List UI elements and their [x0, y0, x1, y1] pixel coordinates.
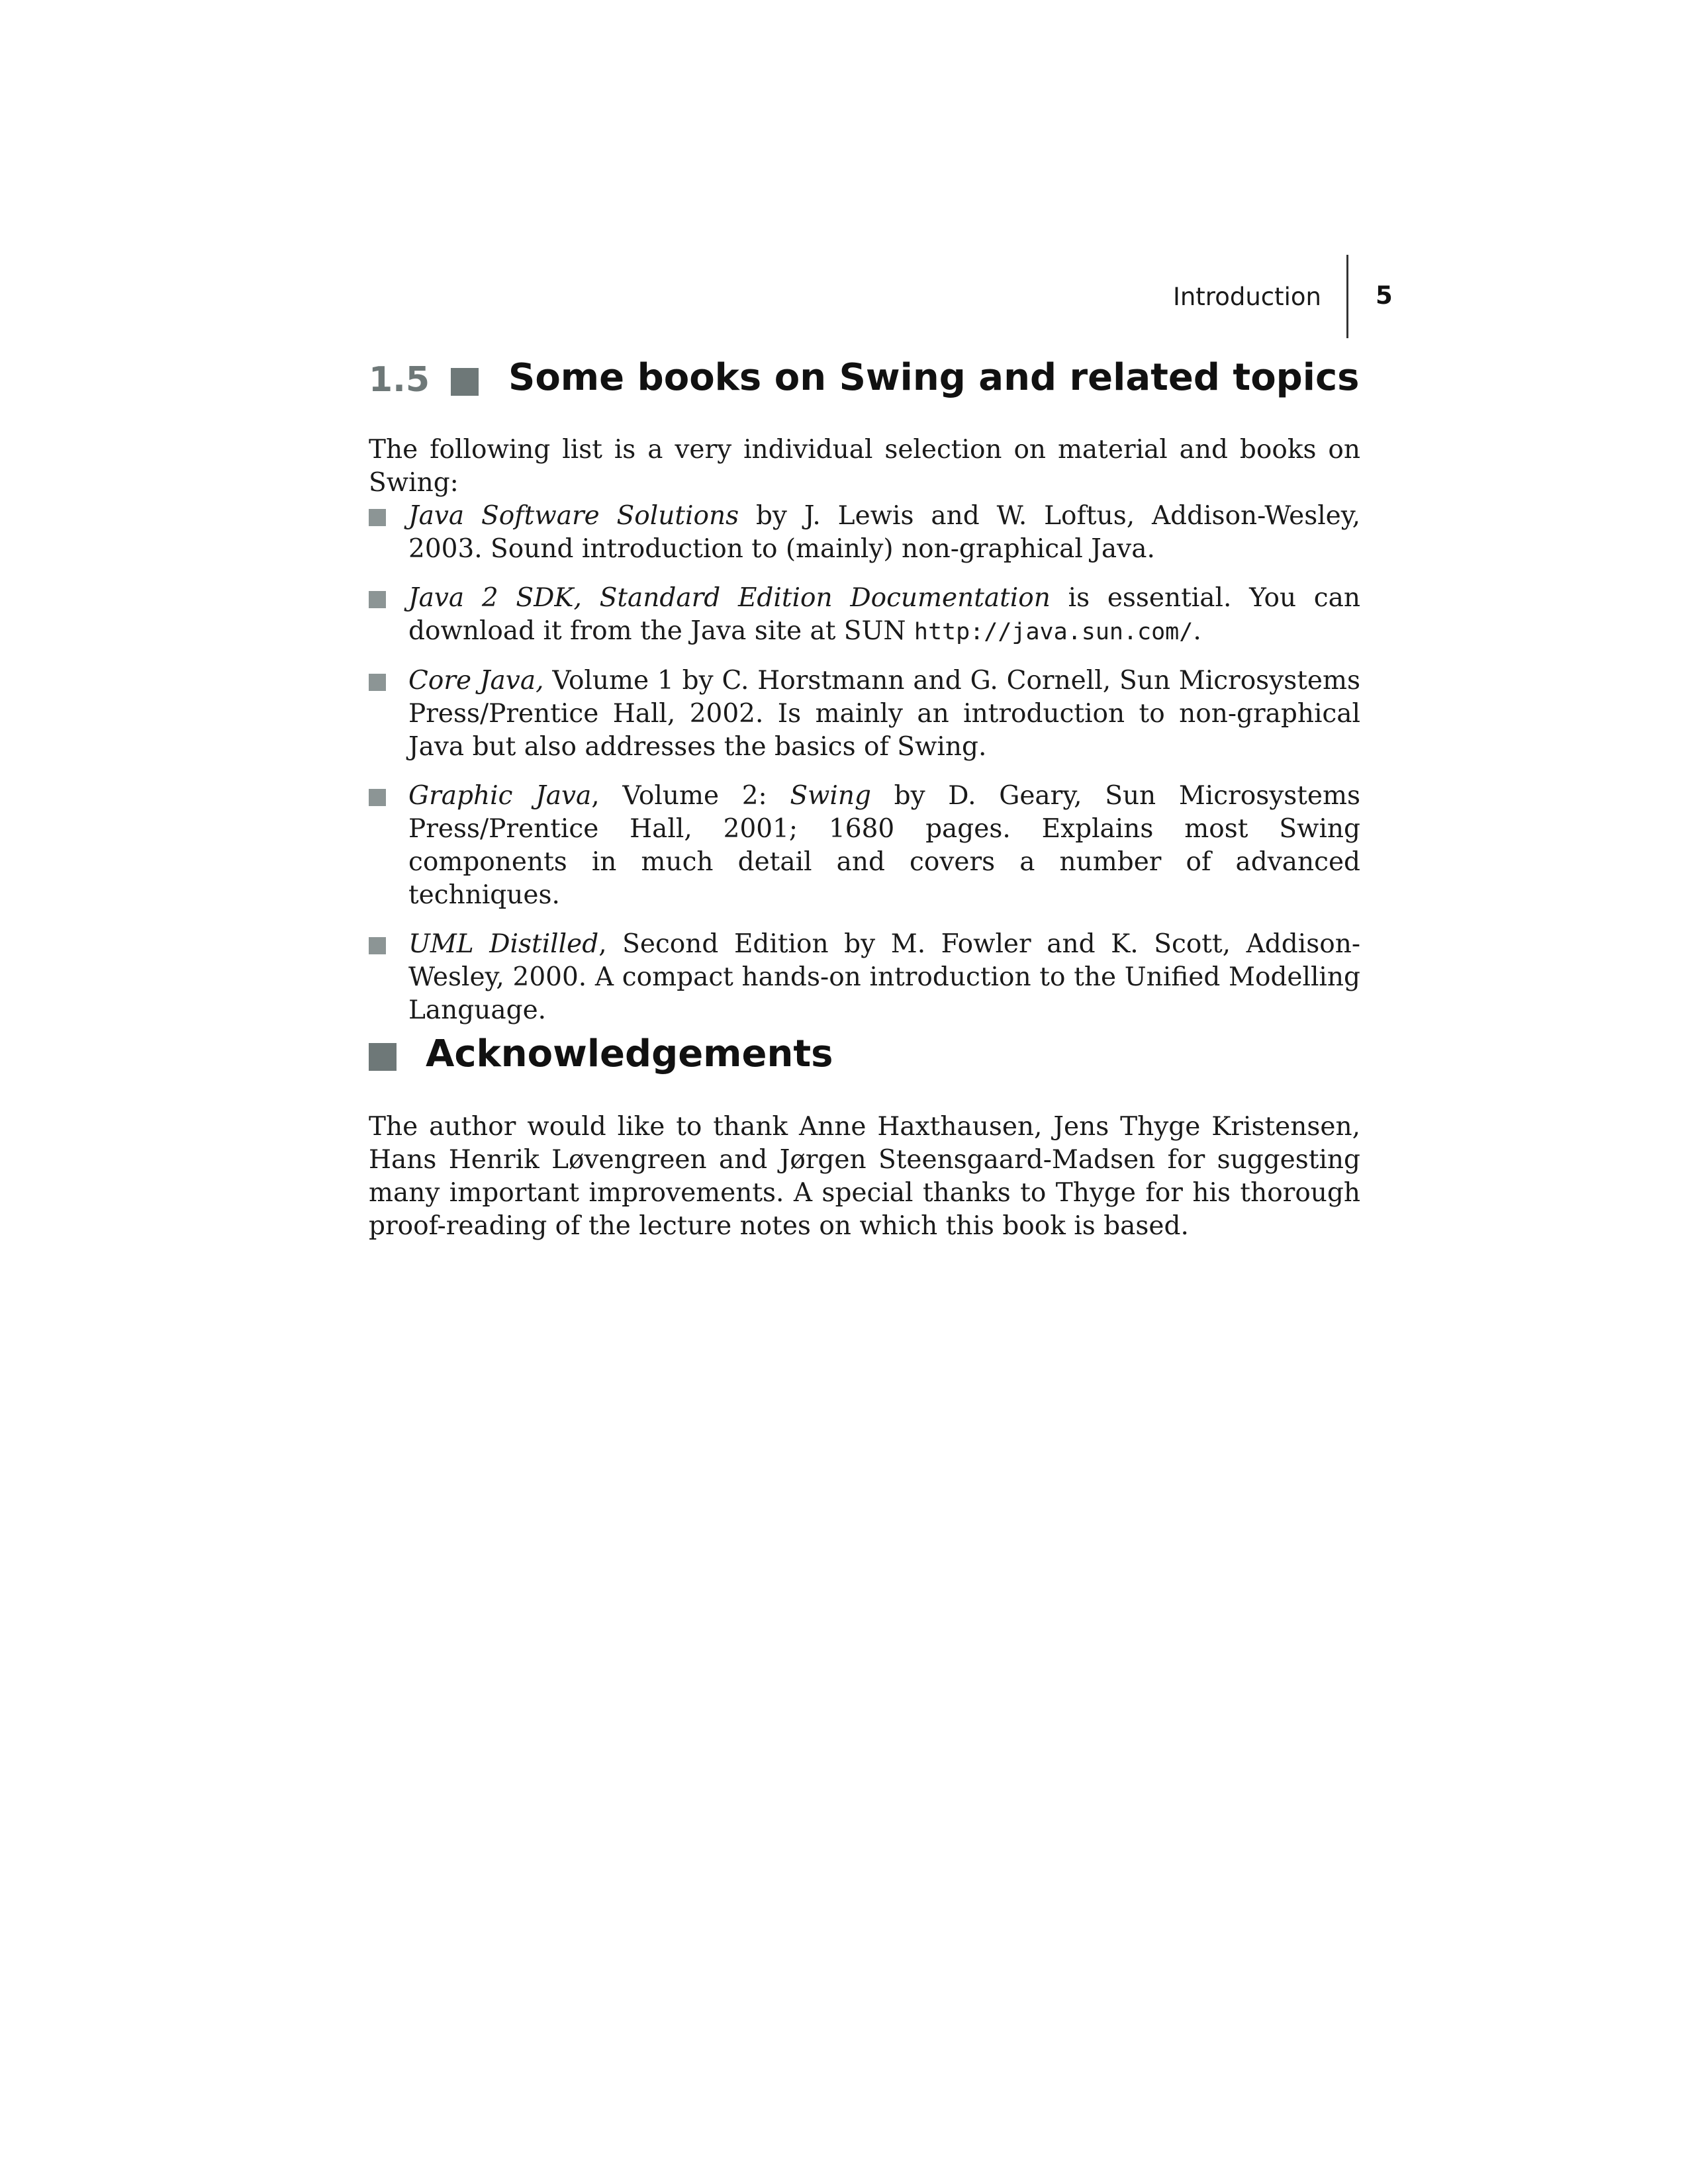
book-description: by D. Geary, Sun Microsystems Press/Prentice Hall, 2001; 1680 pages. Explains most Swing components in much detail and covers a number of advanced techniques. — [408, 781, 1361, 910]
book-list-item — [369, 928, 1360, 1027]
bullet-square-icon — [369, 937, 386, 954]
book-title: Java 2 SDK, Standard Edition Documentation — [408, 583, 1051, 613]
book-url: http://java.sun.com/ — [914, 619, 1194, 645]
book-list-item — [369, 780, 1360, 912]
book-description: by J. Lewis and W. Loftus, Addison-Wesley, 2003. Sound introduction to (mainly) non-graphical Java. — [408, 501, 1361, 564]
book-title: Swing — [790, 781, 871, 811]
book-description: , Second Edition by M. Fowler and K. Scott, Addison-Wesley, 2000. A compact hands-on introduction to the Unified Modelling Language. — [408, 929, 1360, 1025]
running-head-divider — [1346, 255, 1348, 338]
bullet-square-icon — [369, 674, 386, 691]
bullet-square-icon — [369, 591, 386, 608]
book-title: Graphic Java — [408, 781, 592, 811]
acknowledgements-body: The author would like to thank Anne Haxthausen, Jens Thyge Kristensen, Hans Henrik Løvengreen and Jørgen Steensgaard-Madsen for suggesting many important improvements. A special thanks to Thyge for his thorough proof-reading of the lecture notes on which this book is based. — [369, 1112, 1360, 1241]
book-title: Java Software Solutions — [408, 501, 739, 531]
section-title: Some books on Swing and related topics — [508, 356, 1360, 399]
book-list-item — [369, 500, 1360, 566]
book-title: UML Distilled — [408, 929, 599, 959]
acknowledgements-heading — [369, 1032, 1428, 1085]
book-title: Core Java, — [408, 666, 544, 696]
book-description: , Volume 2: — [591, 781, 790, 811]
book-list — [369, 500, 1360, 1043]
section-heading — [369, 356, 1428, 409]
page-number: 5 — [1376, 281, 1393, 310]
bullet-square-icon — [369, 509, 386, 526]
bullet-square-icon — [369, 789, 386, 806]
acknowledgements-title: Acknowledgements — [426, 1032, 833, 1075]
book-description: is essential. You can download it from the Java site at SUN — [408, 583, 1360, 646]
book-list-item — [369, 582, 1360, 649]
heading-square-icon — [369, 1043, 397, 1071]
heading-square-icon — [451, 368, 479, 396]
book-description: . — [1193, 616, 1201, 646]
book-list-item — [369, 664, 1360, 764]
book-description: Volume 1 by C. Horstmann and G. Cornell, Sun Microsystems Press/Prentice Hall, 2002. Is mainly an introduction to non-graphical Java but also addresses the basics of Swing. — [408, 666, 1360, 762]
running-head — [927, 255, 1403, 338]
running-head-title: Introduction — [1172, 283, 1321, 311]
section-intro: The following list is a very individual selection on material and books on Swing: — [369, 435, 1360, 498]
section-number: 1.5 — [369, 360, 430, 400]
